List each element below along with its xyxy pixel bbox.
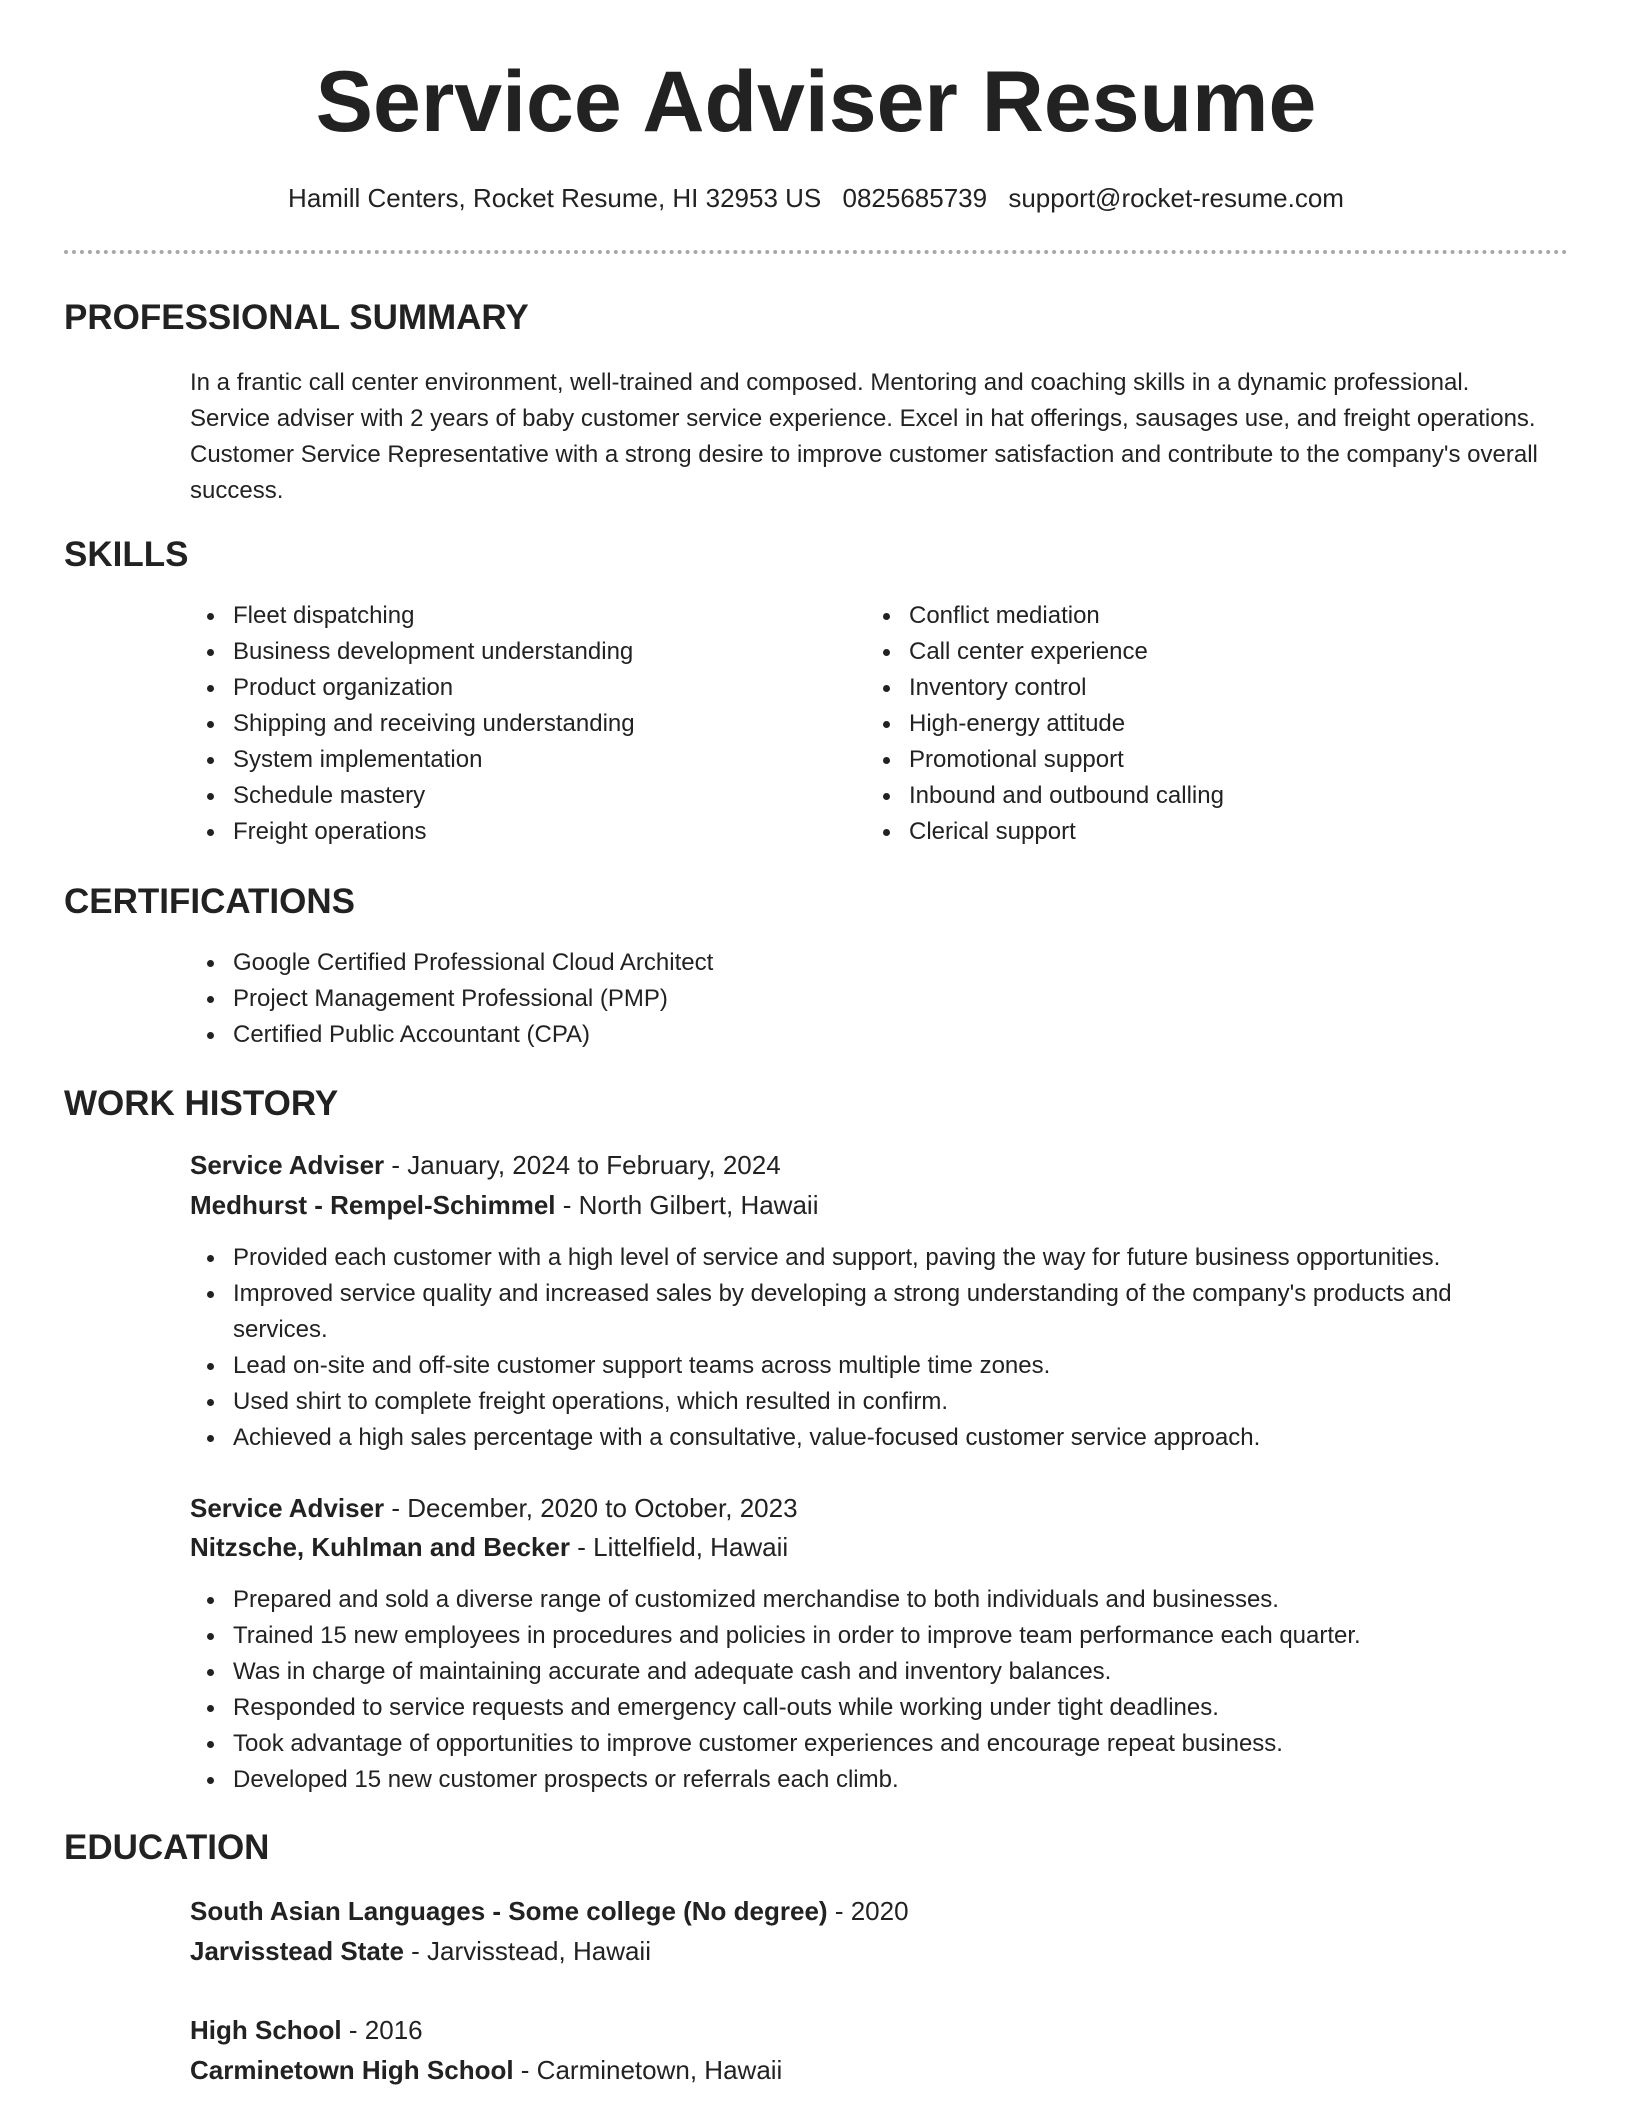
job-bullet: Was in charge of maintaining accurate and adequate cash and inventory balances. <box>190 1654 1540 1690</box>
skill-item: Freight operations <box>190 814 830 850</box>
job-company-line <box>190 1529 788 1565</box>
skill-item: Clerical support <box>866 814 1506 850</box>
education-heading: EDUCATION <box>64 1828 270 1867</box>
education-school: Jarvisstead State <box>190 1936 404 1966</box>
education-location: - Carminetown, Hawaii <box>513 2055 783 2085</box>
job-bullet: Used shirt to complete freight operations, which resulted in confirm. <box>190 1384 1540 1420</box>
education-school: Carminetown High School <box>190 2055 514 2085</box>
resume-title: Service Adviser Resume <box>315 54 1317 150</box>
education-degree-line <box>190 1893 909 1929</box>
job-title-line <box>190 1147 781 1183</box>
job-location: - North Gilbert, Hawaii <box>555 1190 819 1220</box>
education-degree: South Asian Languages - Some college (No degree) <box>190 1896 828 1926</box>
skill-item: System implementation <box>190 742 830 778</box>
contact-phone: 0825685739 <box>842 183 988 213</box>
contact-email: support@rocket-resume.com <box>1008 183 1344 213</box>
certification-item: Certified Public Accountant (CPA) <box>190 1017 1540 1053</box>
job-company-line <box>190 1187 818 1223</box>
certifications-heading: CERTIFICATIONS <box>64 882 356 921</box>
certification-item: Project Management Professional (PMP) <box>190 981 1540 1017</box>
job-bullet: Improved service quality and increased sales by developing a strong understanding of the company's products and services. <box>190 1276 1540 1348</box>
job-title: Service Adviser <box>190 1150 385 1180</box>
job-bullet: Took advantage of opportunities to improve customer experiences and encourage repeat business. <box>190 1726 1540 1762</box>
education-location: - Jarvisstead, Hawaii <box>403 1936 651 1966</box>
skill-item: Business development understanding <box>190 634 830 670</box>
summary-text: In a frantic call center environment, well-trained and composed. Mentoring and coaching skills in a dynamic professional. Service adviser with 2 years of baby customer service experience. Excel in hat offerings, sausages use, and freight operations. Customer Service Representative with a strong desire to improve customer satisfaction and contribute to the company's overall success. <box>190 369 1538 504</box>
job-title-line <box>190 1490 798 1526</box>
job-location: - Littelfield, Hawaii <box>570 1532 789 1562</box>
skills-list-left <box>190 598 830 850</box>
skill-item: Inventory control <box>866 670 1506 706</box>
skill-item: Call center experience <box>866 634 1506 670</box>
skill-item: Fleet dispatching <box>190 598 830 634</box>
job-company: Nitzsche, Kuhlman and Becker <box>190 1532 570 1562</box>
skill-item: Product organization <box>190 670 830 706</box>
summary-heading: PROFESSIONAL SUMMARY <box>64 298 529 337</box>
education-school-line <box>190 1933 651 1969</box>
skill-item: Inbound and outbound calling <box>866 778 1506 814</box>
job-dates: - December, 2020 to October, 2023 <box>384 1493 798 1523</box>
skill-item: Shipping and receiving understanding <box>190 706 830 742</box>
job-bullets <box>190 1240 1540 1456</box>
education-degree: High School <box>190 2015 342 2045</box>
certification-item: Google Certified Professional Cloud Architect <box>190 945 1540 981</box>
contact-line <box>0 181 1632 215</box>
job-title: Service Adviser <box>190 1493 385 1523</box>
contact-address: Hamill Centers, Rocket Resume, HI 32953 US <box>288 183 822 213</box>
job-bullet: Provided each customer with a high level of service and support, paving the way for future business opportunities. <box>190 1240 1540 1276</box>
education-year: - 2016 <box>341 2015 423 2045</box>
skills-list-right <box>866 598 1506 850</box>
education-year: - 2020 <box>827 1896 909 1926</box>
job-bullet: Achieved a high sales percentage with a consultative, value-focused customer service approach. <box>190 1420 1540 1456</box>
skill-item: High-energy attitude <box>866 706 1506 742</box>
job-company: Medhurst - Rempel-Schimmel <box>190 1190 556 1220</box>
job-bullet: Developed 15 new customer prospects or referrals each climb. <box>190 1762 1540 1798</box>
job-dates: - January, 2024 to February, 2024 <box>384 1150 781 1180</box>
job-bullets <box>190 1582 1540 1798</box>
work-history-heading: WORK HISTORY <box>64 1084 339 1123</box>
education-school-line <box>190 2052 782 2088</box>
skill-item: Promotional support <box>866 742 1506 778</box>
job-bullet: Responded to service requests and emergency call-outs while working under tight deadlines. <box>190 1690 1540 1726</box>
job-bullet: Prepared and sold a diverse range of customized merchandise to both individuals and businesses. <box>190 1582 1540 1618</box>
education-degree-line <box>190 2012 423 2048</box>
certifications-list <box>190 945 1540 1053</box>
skill-item: Conflict mediation <box>866 598 1506 634</box>
job-bullet: Trained 15 new employees in procedures and policies in order to improve team performance each quarter. <box>190 1618 1540 1654</box>
job-bullet: Lead on-site and off-site customer support teams across multiple time zones. <box>190 1348 1540 1384</box>
header-divider <box>64 250 1568 254</box>
skill-item: Schedule mastery <box>190 778 830 814</box>
skills-heading: SKILLS <box>64 535 189 574</box>
